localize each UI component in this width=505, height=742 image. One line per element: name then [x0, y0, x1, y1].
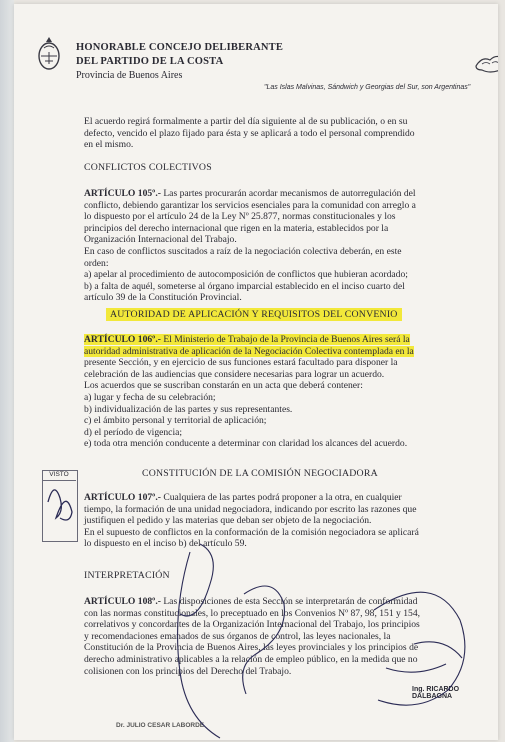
article-label: ARTÍCULO 108º.- [84, 596, 161, 607]
article-label: ARTÍCULO 105º.- [84, 188, 161, 199]
text-line: c) el ámbito personal y territorial de aplicación; [84, 415, 267, 427]
section-heading-comision: CONSTITUCIÓN DE LA COMISIÓN NEGOCIADORA [142, 468, 378, 479]
text-line: lo dispuesto por el artículo 24 de la Ley Nº 25.877, normas constitucionales y los [84, 211, 396, 223]
text-line: artículo 39 de la Constitución Provincial. [84, 292, 242, 304]
text-line: con las normas constitucionales, lo preceptuado en los Convenios Nº 87, 98, 151 y 154, [84, 607, 421, 619]
text-line: b) individualización de las partes y sus representantes. [84, 403, 293, 415]
text-line: justifiquen el pedido y las materias que deban ser objeto de la negociación. [84, 515, 372, 527]
text-line: defecto, vencido el plazo fijado para ésta y se aplicará a todo el personal comprendido [84, 127, 415, 139]
text-line: El Ministerio de Trabajo de la Provincia de Buenos Aires será la [160, 334, 410, 345]
text-line: Organización Internacional del Trabajo. [84, 234, 237, 246]
signature-right-label: Ing. RICARDO DALBAGNA [412, 686, 460, 700]
text-line: derecho administrativo aplicables a la relación de empleo público, en la medida que no [84, 653, 418, 665]
article-label: ARTÍCULO 106º.- [84, 334, 161, 345]
text-line: Constitución de la Provincia de Buenos Aires, las leyes provinciales y los principios de [84, 642, 419, 654]
text-line: tiempo, la formación de una unidad negociadora, indicando por escrito las razones que [84, 503, 417, 515]
text-line: a) lugar y fecha de su celebración; [84, 391, 216, 403]
article-label: ARTÍCULO 107º.- [84, 492, 161, 503]
document-page [14, 4, 498, 740]
text-line: celebración de las audiencias que considere necesarias para lograr un acuerdo. [84, 368, 385, 380]
signature-left-label: Dr. JULIO CESAR LABORDE [116, 722, 205, 729]
section-heading-interpretacion: INTERPRETACIÓN [84, 570, 170, 581]
text-line: En caso de conflictos suscitados a raíz de la negociación colectiva deberán, en este [84, 245, 402, 257]
visto-stamp-label: VISTO [42, 470, 76, 481]
text-line: a) apelar al procedimiento de autocomposición de conflictos que hubieran acordado; [84, 269, 408, 281]
text-line: El acuerdo regirá formalmente a partir del día siguiente al de su publicación, o en su [84, 116, 408, 127]
org-name-line1: HONORABLE CONCEJO DELIBERANTE [76, 42, 284, 53]
text-line: Las partes procurarán acordar mecanismos de autorregulación del [160, 188, 416, 199]
handwritten-signatures-icon [14, 4, 498, 740]
section-heading-conflictos: CONFLICTOS COLECTIVOS [84, 162, 212, 173]
text-line: Los acuerdos que se suscriban constarán en un acta que deberá contener: [84, 380, 363, 392]
text-line: e) toda otra mención conducente a determinar con claridad los alcances del acuerdo. [84, 438, 408, 450]
text-line: lo dispuesto en el inciso b) del artículo 59. [84, 538, 247, 550]
text-line: correlativos y concordantes de la Organización Internacional del Trabajo, los principios [84, 619, 420, 631]
motto: "Las Islas Malvinas, Sándwich y Georgias del Sur, son Argentinas" [264, 84, 471, 91]
text-line: y recomendaciones emanados de sus órganos de control, las leyes nacionales, la [84, 630, 391, 642]
text-line: Las disposiciones de esta Sección se interpretarán de conformidad [160, 596, 418, 607]
text-line: b) a falta de aquél, someterse al órgano imparcial establecido en el inciso cuarto del [84, 280, 405, 292]
text-line: en el mismo. [84, 139, 134, 151]
text-line: conflicto, debiendo garantizar los servicios esenciales para la comunidad con arreglo a [84, 199, 416, 211]
org-province: Provincia de Buenos Aires [76, 70, 183, 81]
text-line: presente Sección, y en ejercicio de sus funciones estará facultado para disponer la [84, 357, 398, 369]
section-heading-autoridad: AUTORIDAD DE APLICACIÓN Y REQUISITOS DEL CONVENIO [106, 308, 402, 321]
text-line: d) el período de vigencia; [84, 426, 183, 438]
org-name-line2: DEL PARTIDO DE LA COSTA [76, 56, 224, 67]
text-line: principios del derecho internacional que rigen en la materia, establecidos por la [84, 222, 389, 234]
scan-edge [0, 0, 14, 742]
text-line: En el supuesto de conflictos en la conformación de la comisión negociadora se aplicará [84, 526, 419, 538]
text-line: autoridad administrativa de aplicación de la Negociación Colectiva contemplada en la [84, 345, 414, 357]
text-line: Cualquiera de las partes podrá proponer a la otra, en cualquier [160, 492, 402, 503]
text-line: colisionen con los principios del Derecho del Trabajo. [84, 665, 292, 677]
text-line: orden: [84, 257, 109, 269]
